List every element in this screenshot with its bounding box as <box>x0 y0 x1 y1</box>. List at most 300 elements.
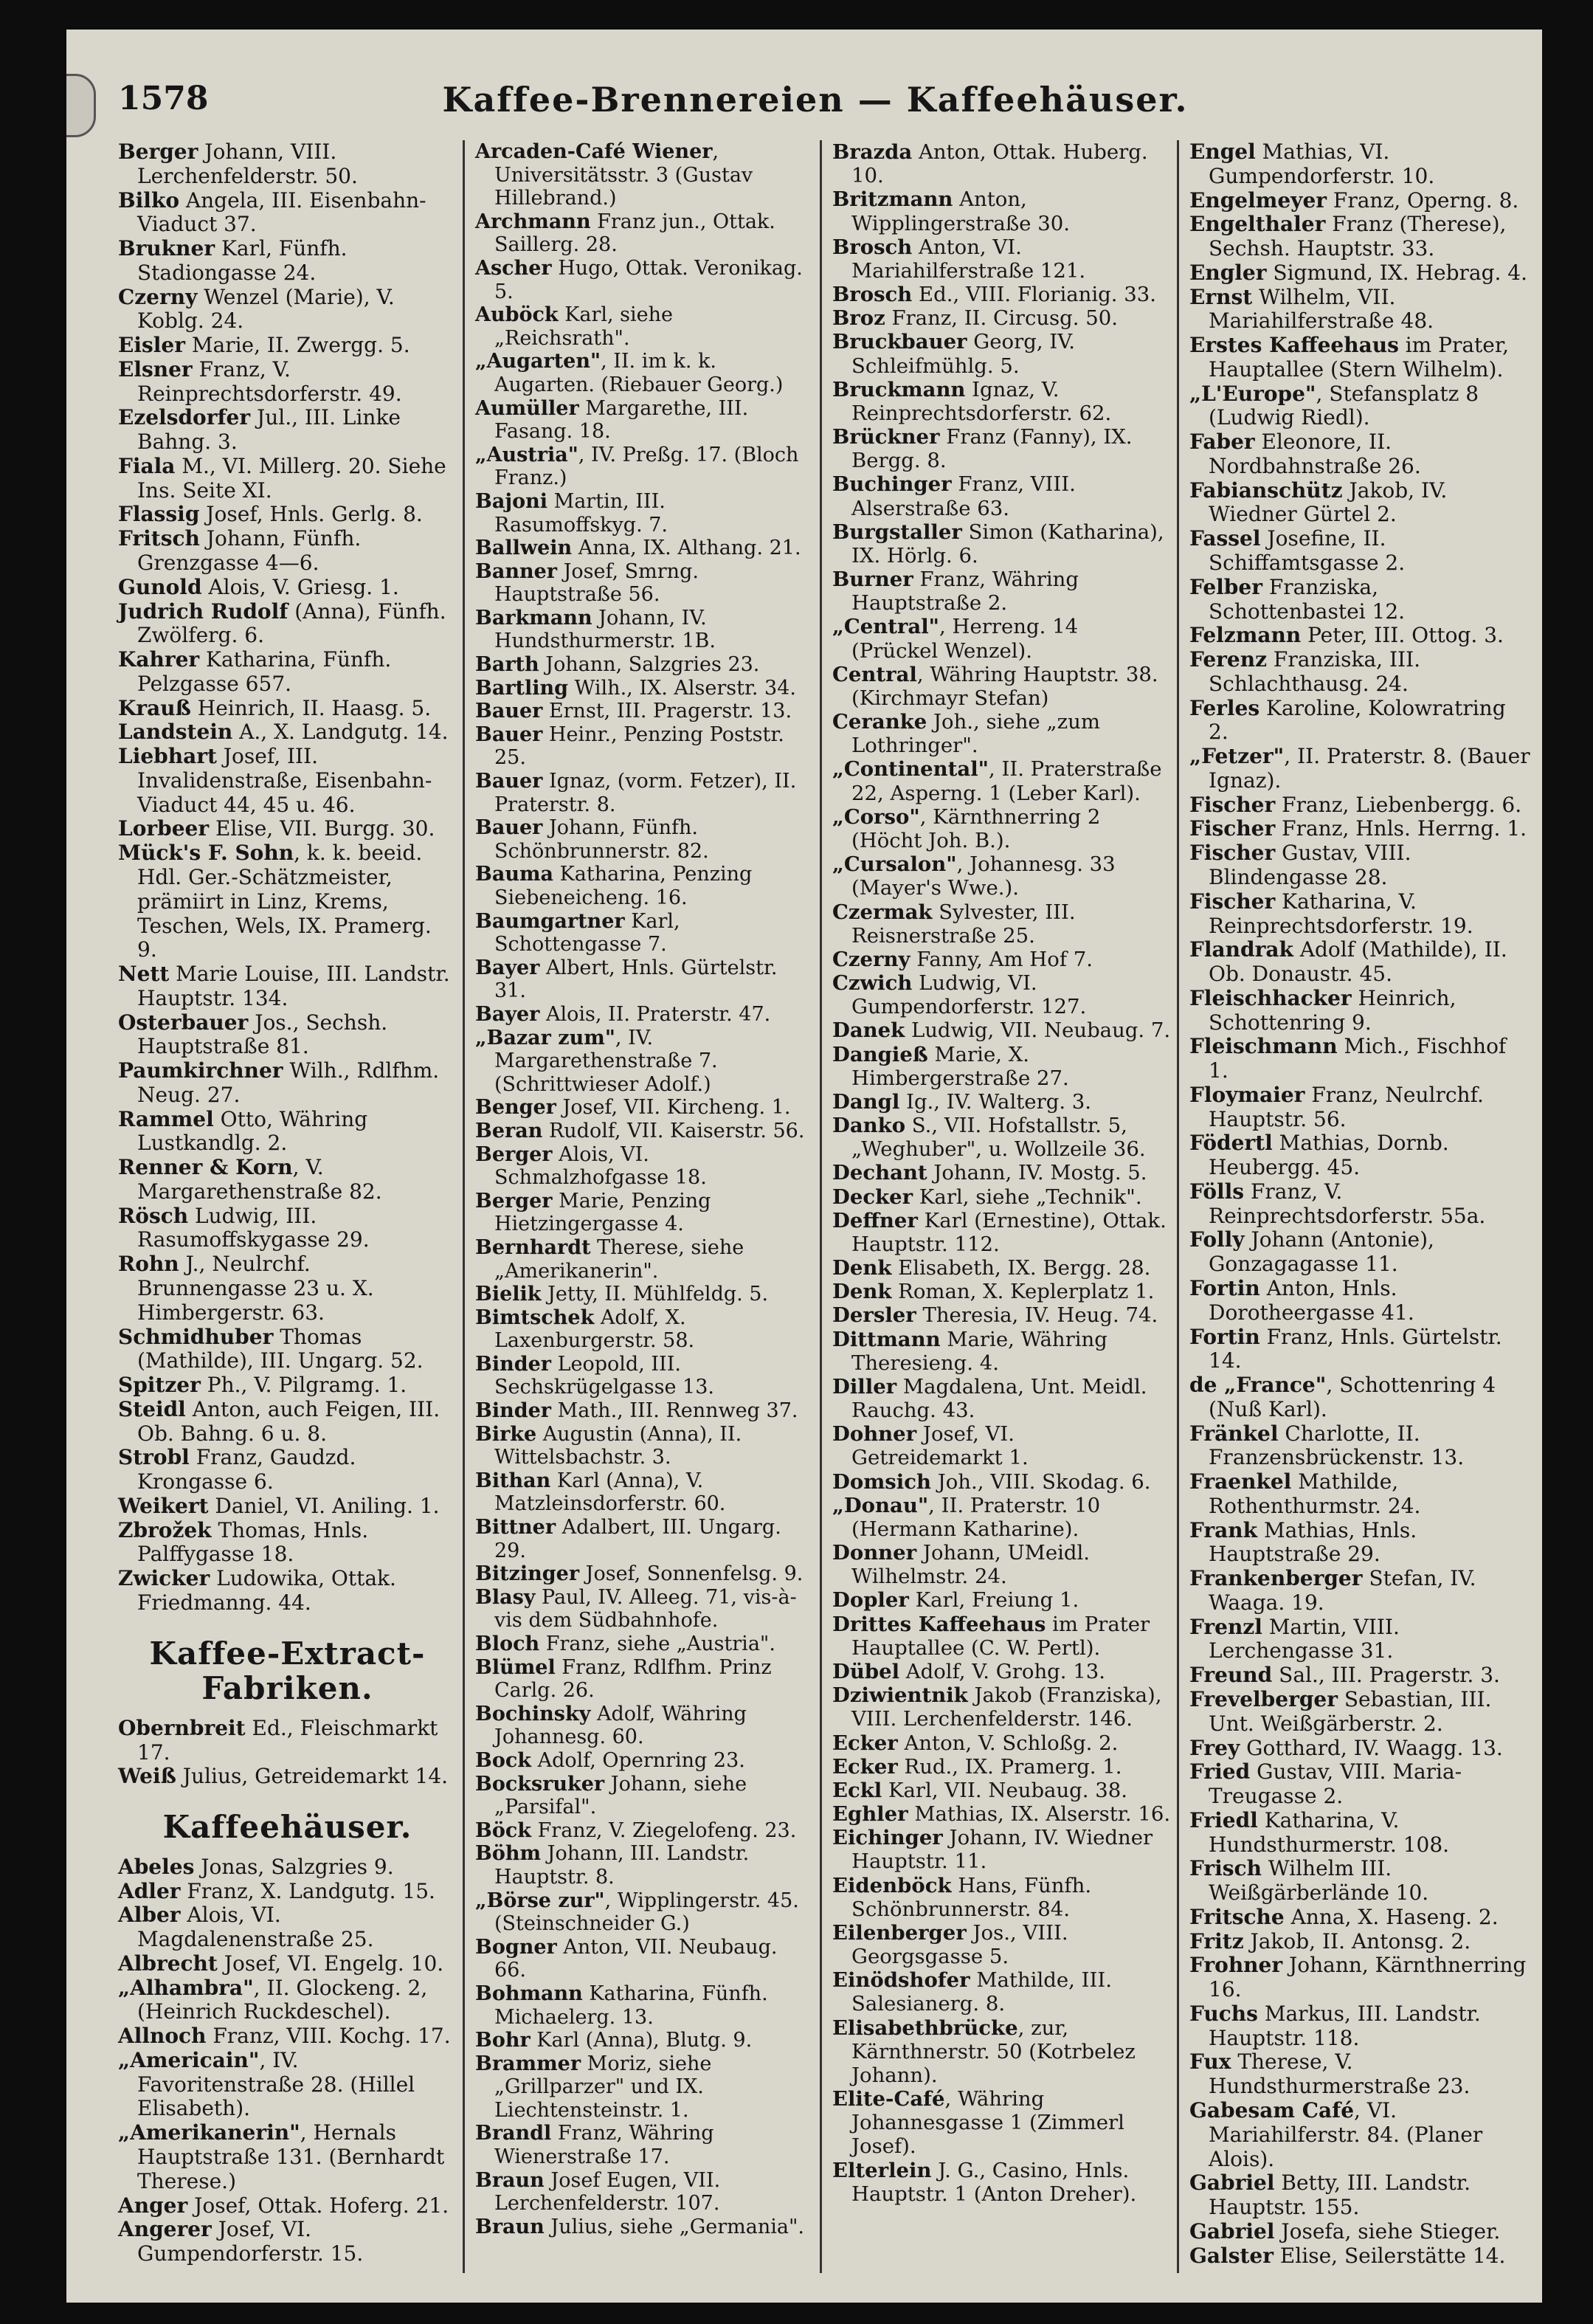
directory-entry <box>832 1280 1171 1303</box>
entry-name: Dersler <box>832 1303 916 1328</box>
entry-name: Blasy <box>475 1585 536 1609</box>
directory-entry <box>1189 2171 1530 2220</box>
entry-details: Franz, Operng. 8. <box>1327 187 1519 213</box>
entry-name: „Börse zur" <box>475 1889 605 1912</box>
entry-details: , IV. Preßg. 17. (Bloch Franz.) <box>494 443 799 490</box>
directory-entry <box>475 537 814 560</box>
entry-name: Burgstaller <box>832 520 962 544</box>
entry-details: Franz jun., Ottak. Saillerg. 28. <box>494 210 775 257</box>
entry-name: Dziwientnik <box>832 1683 968 1708</box>
entry-details: Franz, Hnls. Herrng. 1. <box>1275 816 1527 841</box>
directory-entry <box>832 805 1171 852</box>
entry-details: , II. im k. k. Augarten. (Riebauer Georg.) <box>494 350 784 396</box>
entry-details: Rud., IX. Pramerg. 1. <box>897 1754 1122 1779</box>
entry-name: Bock <box>475 1748 531 1772</box>
directory-entry <box>475 1516 814 1562</box>
directory-entry <box>118 962 457 1011</box>
directory-entry <box>832 1588 1171 1612</box>
directory-entry <box>118 648 457 697</box>
entry-details: Gotthard, IV. Waagg. 13. <box>1240 1735 1503 1760</box>
entry-name: Einödshofer <box>832 1968 970 1993</box>
entry-name: Erstes Kaffeehaus <box>1189 333 1399 358</box>
entry-details: Heinrich, II. Haasg. 5. <box>190 695 432 720</box>
directory-entry <box>1189 1616 1530 1664</box>
entry-details: Johann, IV. Hundsthurmerstr. 1B. <box>494 606 716 653</box>
entry-name: Faber <box>1189 430 1255 455</box>
directory-entry <box>475 1469 814 1516</box>
entry-details: , zur, Kärnthnerstr. 50 (Kotrbelez Johann). <box>851 2016 1136 2087</box>
directory-entry <box>118 1398 457 1447</box>
directory-entry <box>832 187 1171 235</box>
entry-name: Barth <box>475 653 539 677</box>
directory-entry <box>832 1470 1171 1494</box>
entry-name: Bauma <box>475 863 554 886</box>
entry-name: Gabriel <box>1189 2170 1275 2196</box>
entry-details: Ig., IV. Walterg. 3. <box>899 1089 1092 1114</box>
entry-name: Bogner <box>475 1935 557 1959</box>
entry-details: Sal., III. Pragerstr. 3. <box>1272 1663 1500 1688</box>
directory-entry <box>118 1519 457 1568</box>
entry-name: Berger <box>475 1142 553 1166</box>
directory-entry <box>118 189 457 238</box>
directory-entry <box>118 527 457 576</box>
page-header <box>118 80 1513 131</box>
entry-name: Krauß <box>118 695 191 720</box>
directory-entry <box>832 1375 1171 1422</box>
entry-name: Eichinger <box>832 1826 943 1850</box>
directory-entry <box>1189 189 1530 213</box>
entry-details: Magdalena, Unt. Meidl. Rauchg. 43. <box>851 1374 1147 1423</box>
directory-entry <box>475 1423 814 1469</box>
entry-name: Schmidhuber <box>118 1324 274 1349</box>
directory-entry <box>832 615 1171 662</box>
directory-entry <box>475 910 814 956</box>
entry-name: Elisabethbrücke <box>832 2016 1018 2040</box>
directory-entry <box>1189 430 1530 479</box>
entry-details: Alois, II. Praterstr. 47. <box>539 1002 771 1026</box>
directory-entry <box>1189 1470 1530 1519</box>
entry-details: Jakob, IV. Wiedner Gürtel 2. <box>1209 477 1448 527</box>
entry-details: Sebastian, III. Unt. Weißgärberstr. 2. <box>1209 1687 1492 1736</box>
entry-name: Auböck <box>475 303 559 327</box>
directory-entry <box>832 971 1171 1018</box>
entry-details: Franz, siehe „Austria". <box>539 1632 775 1655</box>
entry-details: Theresia, IV. Heug. 74. <box>916 1303 1158 1328</box>
entry-details: Karoline, Kolowratring 2. <box>1209 695 1506 745</box>
entry-name: Felber <box>1189 574 1262 599</box>
entry-details: S., VII. Hofstallstr. 5, „Weghuber", u. Wollzeile 36. <box>851 1114 1146 1162</box>
entry-details: , VI. Mariahilferstr. 84. (Planer Alois). <box>1209 2098 1483 2171</box>
directory-entry <box>832 948 1171 971</box>
entry-details: Wilh., IX. Alserstr. 34. <box>568 676 796 700</box>
entry-details: Adolf, V. Grohg. 13. <box>899 1660 1105 1683</box>
entry-details: Franz (Fanny), IX. Bergg. 8. <box>851 425 1133 473</box>
directory-entry <box>832 568 1171 615</box>
entry-name: Czwich <box>832 971 913 996</box>
entry-name: Bayer <box>475 1002 540 1026</box>
column-2-entries <box>475 140 814 2238</box>
entry-details: Adolf, Opernring 23. <box>531 1748 745 1772</box>
entry-details: Johann, siehe „Parsifal". <box>494 1772 747 1819</box>
directory-entry <box>118 1373 457 1398</box>
directory-entry <box>118 503 457 527</box>
entry-name: Benger <box>475 1096 556 1120</box>
entry-details: Karl (Ernestine), Ottak. Hauptstr. 112. <box>851 1208 1167 1256</box>
directory-entry <box>832 1185 1171 1209</box>
entry-details: Anton, Wipplingerstraße 30. <box>851 187 1070 235</box>
entry-name: Zbrožek <box>118 1517 212 1542</box>
entry-details: Ludowika, Ottak. Friedmanng. 44. <box>137 1566 396 1615</box>
entry-name: Fischer <box>1189 816 1276 841</box>
directory-entry <box>1189 2099 1530 2171</box>
entry-details: Gustav, VIII. Blindengasse 28. <box>1209 841 1411 889</box>
entry-name: Broz <box>832 306 885 331</box>
entry-name: Brosch <box>832 283 913 307</box>
entry-name: Freund <box>1189 1663 1273 1688</box>
extract-entries <box>118 1717 457 1789</box>
directory-entry <box>475 1283 814 1306</box>
directory-entry <box>1189 527 1530 576</box>
directory-entry <box>832 1968 1171 2016</box>
directory-entry <box>1189 987 1530 1035</box>
directory-entry <box>832 1303 1171 1327</box>
entry-details: Franz, Neulrchf. Hauptstr. 56. <box>1209 1082 1484 1131</box>
entry-name: Frisch <box>1189 1856 1262 1881</box>
entry-details: Sylvester, III. Reisnerstraße 25. <box>851 900 1076 948</box>
entry-name: Bauer <box>475 723 543 746</box>
entry-name: Allnoch <box>118 2024 207 2049</box>
entry-details: Josef, III. Invalidenstraße, Eisenbahn-Viaduct 44, 45 u. 46. <box>137 744 432 817</box>
entry-name: Bloch <box>475 1632 540 1655</box>
entry-details: Peter, III. Ottog. 3. <box>1301 623 1504 648</box>
entry-name: Flassig <box>118 502 200 527</box>
entry-details: Franz, V. Reinprechtsdorferstr. 49. <box>137 356 402 406</box>
entry-name: Weikert <box>118 1493 209 1518</box>
entry-details: Martin, VIII. Lerchengasse 31. <box>1209 1614 1400 1663</box>
entry-details: Fanny, Am Hof 7. <box>910 947 1093 971</box>
entry-name: Bauer <box>475 700 543 723</box>
entry-details: Franz, Rdlfhm. Prinz Carlg. 26. <box>494 1655 772 1703</box>
entry-details: , II. Praterstr. 8. (Bauer Ignaz). <box>1209 744 1530 793</box>
directory-entry <box>1189 1373 1530 1422</box>
entry-details: Johann, IV. Wiedner Hauptstr. 11. <box>851 1826 1153 1874</box>
directory-entry <box>1189 1809 1530 1858</box>
entry-name: Paumkirchner <box>118 1058 283 1083</box>
entry-name: Weiß <box>118 1764 176 1789</box>
directory-entry <box>475 1819 814 1843</box>
entry-name: Rösch <box>118 1203 189 1228</box>
entry-name: Brandl <box>475 2122 552 2145</box>
directory-page <box>66 30 1542 2303</box>
entry-details: Adalbert, III. Ungarg. 29. <box>494 1516 781 1562</box>
entry-details: Roman, X. Keplerplatz 1. <box>891 1280 1155 1304</box>
entry-details: Anna, X. Haseng. 2. <box>1284 1904 1499 1929</box>
entry-details: Wilh., Rdlfhm. Neug. 27. <box>137 1058 440 1107</box>
directory-entry <box>832 378 1171 425</box>
entry-name: Ecker <box>832 1754 898 1779</box>
directory-entry <box>1189 1567 1530 1616</box>
directory-entry <box>475 2216 814 2239</box>
entry-details: Johann (Antonie), Gonzagagasse 11. <box>1209 1227 1434 1277</box>
directory-entry <box>1189 1954 1530 2002</box>
entry-name: Ceranke <box>832 710 927 734</box>
entry-name: Brazda <box>832 140 913 164</box>
entry-name: Fritsche <box>1189 1904 1285 1929</box>
directory-entry <box>118 2049 457 2121</box>
directory-entry <box>475 2052 814 2123</box>
directory-entry <box>118 1156 457 1204</box>
directory-entry <box>832 330 1171 377</box>
entry-details: Franz, Währing Hauptstraße 2. <box>851 568 1079 616</box>
entry-details: im Prater Hauptallee (C. W. Pertl). <box>851 1612 1150 1660</box>
entry-details: , IV. Margarethenstraße 7. (Schrittwieser Adolf.) <box>494 1026 718 1096</box>
entry-details: Katharina, Fünfh. Pelzgasse 657. <box>137 647 392 696</box>
directory-entry <box>1189 1325 1530 1374</box>
column-4-entries <box>1189 140 1530 2268</box>
entry-details: Paul, IV. Alleeg. 71, vis-à-vis dem Südbahnhofe. <box>494 1585 797 1632</box>
entry-name: Denk <box>832 1280 892 1304</box>
entry-name: Bayer <box>475 956 540 979</box>
entry-name: „Amerikanerin" <box>118 2120 300 2145</box>
entry-details: Karl, Freiung 1. <box>908 1588 1079 1613</box>
directory-entry <box>832 235 1171 283</box>
entry-name: Baumgartner <box>475 909 625 933</box>
entry-details: Therese, siehe „Amerikanerin". <box>494 1235 744 1283</box>
directory-entry <box>1189 1180 1530 1229</box>
directory-entry <box>1189 261 1530 286</box>
entry-name: Eisler <box>118 333 185 358</box>
entry-name: „Bazar zum" <box>475 1026 615 1049</box>
entry-details: Hans, Fünfh. Schönbrunnerstr. 84. <box>851 1873 1092 1921</box>
directory-entry <box>475 2029 814 2052</box>
entry-details: Markus, III. Landstr. Hauptstr. 118. <box>1209 2001 1481 2050</box>
directory-entry <box>475 607 814 653</box>
directory-entry <box>475 257 814 303</box>
entry-details: Johann, Kärnthnerring 16. <box>1209 1953 1527 2002</box>
directory-entry <box>832 757 1171 804</box>
entry-details: Marie, Penzing Hietzingergasse 4. <box>494 1189 711 1236</box>
entry-name: Böck <box>475 1818 531 1842</box>
entry-details: Johann, VIII. Lerchenfelderstr. 50. <box>137 139 358 188</box>
directory-entry <box>832 1731 1171 1755</box>
entry-details: J., Neulrchf. Brunnengasse 23 u. X. Himbergerstr. 63. <box>137 1252 374 1325</box>
entry-name: Fassel <box>1189 526 1261 551</box>
directory-entry <box>1189 382 1530 431</box>
directory-entry <box>1189 1930 1530 1954</box>
entry-name: „Americain" <box>118 2047 260 2072</box>
entry-name: Bielik <box>475 1283 542 1306</box>
entry-name: Bohr <box>475 2029 531 2052</box>
directory-entry <box>832 1209 1171 1256</box>
entry-details: Jos., Sechsh. Hauptstraße 81. <box>137 1010 388 1059</box>
entry-details: Karl (Anna), Blutg. 9. <box>530 2029 753 2052</box>
directory-entry <box>475 1842 814 1889</box>
entry-name: Födertl <box>1189 1131 1273 1156</box>
entry-details: Mich., Fischhof 1. <box>1209 1034 1507 1083</box>
entry-details: Franz, V. Ziegelofeng. 23. <box>531 1818 797 1842</box>
directory-entry <box>118 1204 457 1253</box>
entry-name: Felzmann <box>1189 623 1302 648</box>
entry-name: Barkmann <box>475 606 592 630</box>
directory-entry <box>118 2121 457 2193</box>
entry-details: , IV. Favoritenstraße 28. (Hillel Elisabeth). <box>137 2047 415 2121</box>
entry-name: Binder <box>475 1352 551 1376</box>
directory-entry <box>832 1494 1171 1541</box>
directory-entry <box>475 1632 814 1656</box>
entry-details: Katharina, V. Hundsthurmerstr. 108. <box>1209 1807 1450 1857</box>
entry-name: Eckl <box>832 1778 882 1802</box>
entry-details: Thomas, Hnls. Palffygasse 18. <box>137 1517 369 1567</box>
entry-name: Rohn <box>118 1252 179 1277</box>
entry-name: Fabianschütz <box>1189 477 1343 503</box>
entry-details: Ernst, III. Pragerstr. 13. <box>542 700 792 723</box>
entry-details: J. G., Casino, Hnls. Hauptstr. 1 (Anton Dreher). <box>851 2158 1137 2206</box>
entry-details: Mathias, Dornb. Heubergg. 45. <box>1209 1131 1449 1180</box>
directory-entry <box>118 140 457 189</box>
entry-details: Stefan, IV. Waaga. 19. <box>1209 1566 1476 1615</box>
entry-details: Marie, X. Himbergerstraße 27. <box>851 1042 1069 1090</box>
entry-details: , Währing Johannesgasse 1 (Zimmerl Josef). <box>851 2087 1124 2159</box>
directory-entry <box>118 286 457 334</box>
entry-name: Dübel <box>832 1660 900 1683</box>
directory-entry <box>832 1802 1171 1826</box>
entry-details: Ignaz, V. Reinprechtsdorferstr. 62. <box>851 377 1112 425</box>
entry-name: „Central" <box>832 615 939 639</box>
entry-details: Margarethe, III. Fasang. 18. <box>494 396 749 444</box>
entry-details: Otto, Währing Lustkandlg. 2. <box>137 1106 368 1156</box>
entry-details: Franz (Therese), Sechsh. Hauptstr. 33. <box>1209 212 1507 261</box>
entry-details: Karl, siehe „Reichsrath". <box>494 303 674 350</box>
directory-entry <box>1189 697 1530 745</box>
entry-name: Bimtschek <box>475 1306 595 1329</box>
entry-name: Fortin <box>1189 1275 1260 1300</box>
column-4 <box>1189 140 1536 2273</box>
entry-details: Josef, VII. Kircheng. 1. <box>556 1096 791 1120</box>
directory-entry <box>832 140 1171 187</box>
entry-name: Drittes Kaffeehaus <box>832 1612 1046 1636</box>
entry-name: Bruckmann <box>832 377 966 401</box>
directory-entry <box>832 1826 1171 1873</box>
directory-entry <box>832 472 1171 520</box>
entry-details: Heinrich, Schottenring 9. <box>1209 985 1456 1035</box>
entry-details: Julius, Getreidemarkt 14. <box>176 1764 449 1789</box>
entry-name: „L'Europe" <box>1189 381 1316 406</box>
entry-name: Berger <box>475 1189 553 1213</box>
entry-name: Elterlein <box>832 2158 932 2182</box>
entry-details: Josef, Ottak. Hoferg. 21. <box>187 2193 449 2218</box>
entry-details: Sigmund, IX. Hebrag. 4. <box>1266 260 1528 285</box>
entry-name: Flandrak <box>1189 937 1293 962</box>
entry-name: Burner <box>832 568 913 592</box>
entry-name: Bohmann <box>475 1982 583 2005</box>
entry-details: , II. Praterstraße 22, Asperng. 1 (Leber Karl). <box>851 757 1162 805</box>
entry-name: Archmann <box>475 210 591 233</box>
directory-entry <box>475 1190 814 1236</box>
directory-entry <box>1189 1906 1530 1930</box>
entry-details: (Anna), Fünfh. Zwölferg. 6. <box>137 599 446 648</box>
entry-name: Beran <box>475 1119 543 1142</box>
directory-entry <box>118 841 457 962</box>
entry-name: Dangieß <box>832 1042 928 1066</box>
entry-name: Frenzl <box>1189 1614 1262 1639</box>
directory-entry <box>118 1952 457 1976</box>
entry-details: Mathias, VI. Gumpendorferstr. 10. <box>1209 139 1435 188</box>
entry-name: Ernst <box>1189 284 1253 309</box>
directory-entry <box>475 1936 814 1982</box>
directory-entry <box>832 1660 1171 1683</box>
directory-entry <box>475 1306 814 1353</box>
entry-details: Johann, IV. Mostg. 5. <box>927 1161 1147 1185</box>
entry-details: Mathias, IX. Alserstr. 16. <box>908 1802 1171 1827</box>
entry-details: Charlotte, II. Franzensbrückenstr. 13. <box>1209 1421 1465 1470</box>
entry-name: Frank <box>1189 1517 1258 1542</box>
entry-details: Joh., siehe „zum Lothringer". <box>851 710 1100 758</box>
directory-entry <box>475 1703 814 1749</box>
entry-details: Alois, VI. Schmalzhofgasse 18. <box>494 1142 707 1190</box>
entry-details: Leopold, III. Sechskrügelgasse 13. <box>494 1352 714 1399</box>
directory-entry <box>832 1613 1171 1660</box>
directory-entry <box>118 1765 457 1789</box>
entry-name: Lorbeer <box>118 816 210 841</box>
entry-details: Jakob (Franziska), VIII. Lerchenfelderstr. 146. <box>851 1683 1162 1731</box>
directory-entry <box>475 560 814 607</box>
entry-name: „Augarten" <box>475 350 601 373</box>
entry-details: Franz, X. Landgutg. 15. <box>180 1878 435 1903</box>
entry-details: Franziska, III. Schlachthausg. 24. <box>1209 647 1421 696</box>
entry-name: Frey <box>1189 1735 1240 1760</box>
entry-details: Franz, VIII. Kochg. 17. <box>206 2024 451 2049</box>
entry-name: Osterbauer <box>118 1010 249 1035</box>
entry-name: „Alhambra" <box>118 1975 254 2000</box>
entry-details: , Wipplingerstr. 45. (Steinschneider G.) <box>494 1889 799 1936</box>
entry-name: Domsich <box>832 1469 931 1494</box>
entry-details: Ludwig, III. Rasumoffskygasse 29. <box>137 1203 370 1252</box>
entry-name: Fölls <box>1189 1179 1245 1204</box>
directory-entry <box>1189 890 1530 939</box>
directory-entry <box>475 397 814 444</box>
entry-name: Central <box>832 662 917 686</box>
entry-name: Bittner <box>475 1516 556 1539</box>
entry-details: , Johannesg. 33 (Mayer's Wwe.). <box>851 852 1116 900</box>
entry-name: Fränkel <box>1189 1421 1279 1446</box>
entry-name: Rammel <box>118 1106 214 1131</box>
entry-details: Thomas (Mathilde), III. Ungarg. 52. <box>137 1324 424 1373</box>
entry-name: Fritz <box>1189 1928 1244 1954</box>
entry-details: , II. Glockeng. 2, (Heinrich Ruckdeschel). <box>137 1975 428 2024</box>
directory-entry <box>475 723 814 770</box>
entry-details: , Kärnthnerring 2 (Höcht Joh. B.). <box>851 804 1101 852</box>
entry-details: Wilhelm, VII. Mariahilferstraße 48. <box>1209 284 1434 334</box>
directory-entry <box>832 1043 1171 1090</box>
entry-details: Jetty, II. Mühlfeldg. 5. <box>541 1283 769 1306</box>
directory-entry <box>118 576 457 600</box>
entry-details: Franz, V. Reinprechtsdorferstr. 55a. <box>1209 1179 1486 1228</box>
entry-name: Britzmann <box>832 187 953 212</box>
entry-details: Anton, V. Schloßg. 2. <box>897 1731 1119 1755</box>
entry-name: Dohner <box>832 1422 917 1447</box>
section-heading-extract: Kaffee-Extract-Fabriken. <box>149 1635 426 1707</box>
entry-name: Blümel <box>475 1655 556 1679</box>
entry-name: Böhm <box>475 1842 542 1866</box>
entry-details: Anton, Hnls. Dorotheergasse 41. <box>1209 1275 1414 1325</box>
directory-entry <box>1189 140 1530 189</box>
entry-name: Dangl <box>832 1089 900 1114</box>
entry-details: , Währing Hauptstr. 38. (Kirchmayr Stefan) <box>851 662 1158 710</box>
directory-entry <box>832 283 1171 306</box>
directory-entry <box>475 653 814 677</box>
entry-name: Banner <box>475 559 557 583</box>
entry-name: Fraenkel <box>1189 1469 1292 1494</box>
